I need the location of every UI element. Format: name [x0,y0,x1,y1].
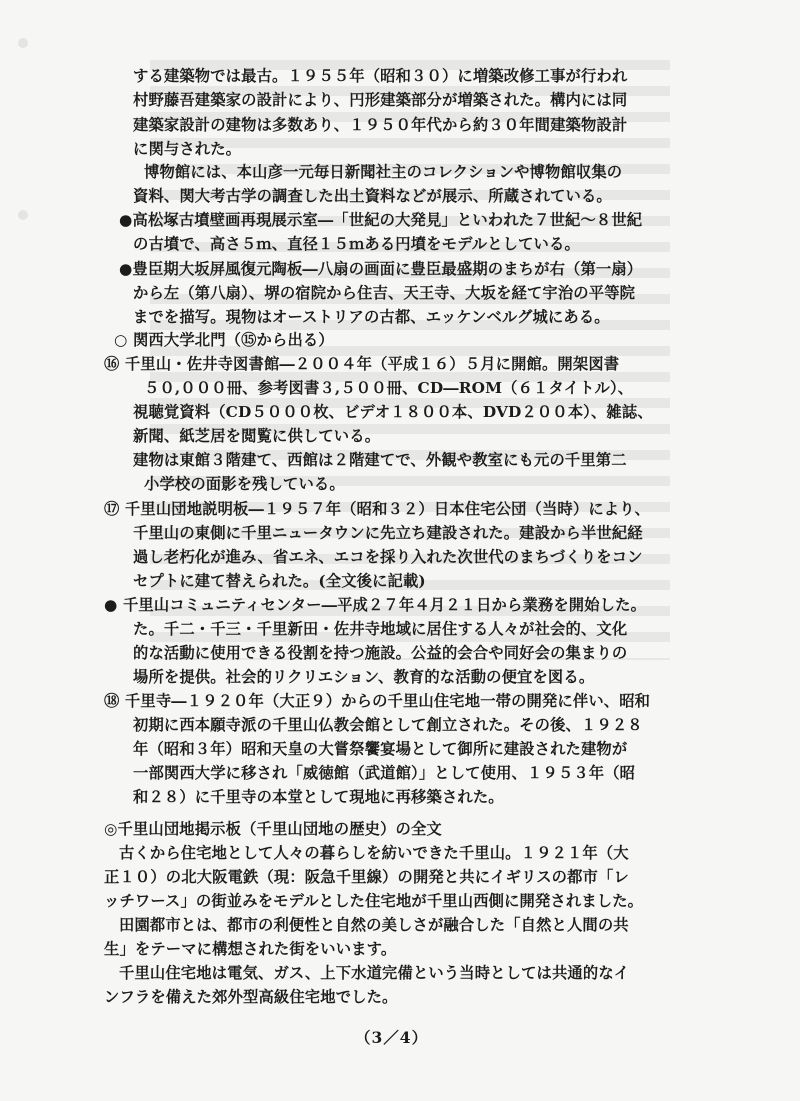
page-number: （3／4） [355,1028,429,1047]
text-line: 古くから住宅地として人々の暮らしを紡いできた千里山。１９２１年（大 [119,844,629,862]
text-line: ５０,０００冊、参考図書３,５００冊、CD―ROM（６１タイトル）、 [144,379,634,397]
text-line: セプトに建て替えられた。(全文後に記載) [133,572,426,590]
text-line: ンフラを備えた郊外型高級住宅地でした。 [104,988,398,1006]
numbered-item-16: ⑯ 千里山・佐井寺図書館―２００４年（平成１６）５月に開館。開架図書 [104,355,620,373]
text-line: までを描写。現物はオーストリアの古都、エッケンベルグ城にある。 [133,308,610,326]
text-line: 資料、関大考古学の調査した出土資料などが展示、所蔵されている。 [133,187,612,205]
text-line: 博物館には、本山彦一元毎日新聞社主のコレクションや博物館収集の [144,163,623,181]
bullet-item-community-center: ● 千里山コミュニティセンター―平成２７年４月２１日から業務を開始した。 [104,596,647,614]
text-line: 過し老朽化が進み、省エネ、エコを採り入れた次世代のまちづくりをコン [133,548,643,566]
text-line: 田園都市とは、都市の利便性と自然の美しさが融合した「自然と人間の共 [119,916,629,934]
text-line: 正１０）の北大阪電鉄（現：阪急千里線）の開発と共にイギリスの都市「レ [104,868,629,886]
text-line: 生」をテーマに構想された街をいいます。 [104,940,397,958]
punch-hole-mark [18,210,28,220]
text-line: 視聴覚資料（CD５０００枚、ビデオ１８００本、DVD２００本）、雑誌、 [133,403,653,421]
text-line: 建築家設計の建物は多数あり、１９５０年代から約３０年間建築物設計 [133,116,628,134]
punch-hole-mark [18,38,28,48]
text-line: 場所を提供。社会的リクリエション、教育的な活動の便宜を図る。 [133,668,595,686]
text-line: から左（第八扇）、堺の宿院から住吉、天王寺、大坂を経て宇治の平等院 [133,284,636,302]
text-line: 千里山住宅地は電気、ガス、上下水道完備という当時としては共通的なイ [119,964,630,982]
numbered-item-17: ⑰ 千里山団地説明板―１９５７年（昭和３２）日本住宅公団（当時）により、 [104,500,651,518]
text-line: 千里山の東側に千里ニュータウンに先立ち建設された。建設から半世紀経 [133,524,643,542]
text-line: する建築物では最古。１９５５年（昭和３０）に増築改修工事が行われ [133,67,628,85]
text-line: に関与された。 [133,140,242,158]
text-line: 建物は東館３階建て、西館は２階建てで、外観や教室にも元の千里第二 [133,451,627,469]
text-line: 新聞、紙芝居を閲覧に供している。 [133,427,381,445]
text-line: の古墳で、高さ５ｍ、直径１５ｍある円墳をモデルとしている。 [133,235,580,253]
bullet-item-line: ●豊臣期大坂屏風復元陶板―八扇の画面に豊臣最盛期のまちが右（第一扇） [119,260,643,278]
text-line: ッチワース」の街並みをモデルとした住宅地が千里山西側に開発されました。 [104,892,644,910]
section-heading-north-gate: ○ 関西大学北門（⑮から出る） [114,331,334,349]
text-line: 一部関西大学に移され「威徳館（武道館）」として使用、１９５３年（昭 [133,764,636,782]
text-line: 小学校の面影を残している。 [144,475,345,493]
text-line: 年（昭和３年）昭和天皇の大嘗祭饗宴場として御所に建設された建物が [133,740,628,758]
section-heading-notice-board: ◎千里山団地掲示板（千里山団地の歴史）の全文 [104,820,442,838]
text-line: 村野藤吾建築家の設計により、円形建築部分が増築された。構内には同 [133,91,628,109]
numbered-item-18: ⑱ 千里寺―１９２０年（大正９）からの千里山住宅地一帯の開発に伴い、昭和 [104,692,651,710]
bullet-item-line: ●高松塚古墳壁画再現展示室―「世紀の大発見」といわれた７世紀～８世紀 [119,211,643,229]
text-line: 的な活動に使用できる役割を持つ施設。公益的会合や同好会の集まりの [133,644,628,662]
text-line: た。千二・千三・千里新田・佐井寺地域に居住する人々が社会的、文化 [133,620,628,638]
text-line: 初期に西本願寺派の千里山仏教会館として創立された。その後、１９２８ [133,716,643,734]
text-line: 和２８）に千里寺の本堂として現地に再移築された。 [133,788,504,806]
